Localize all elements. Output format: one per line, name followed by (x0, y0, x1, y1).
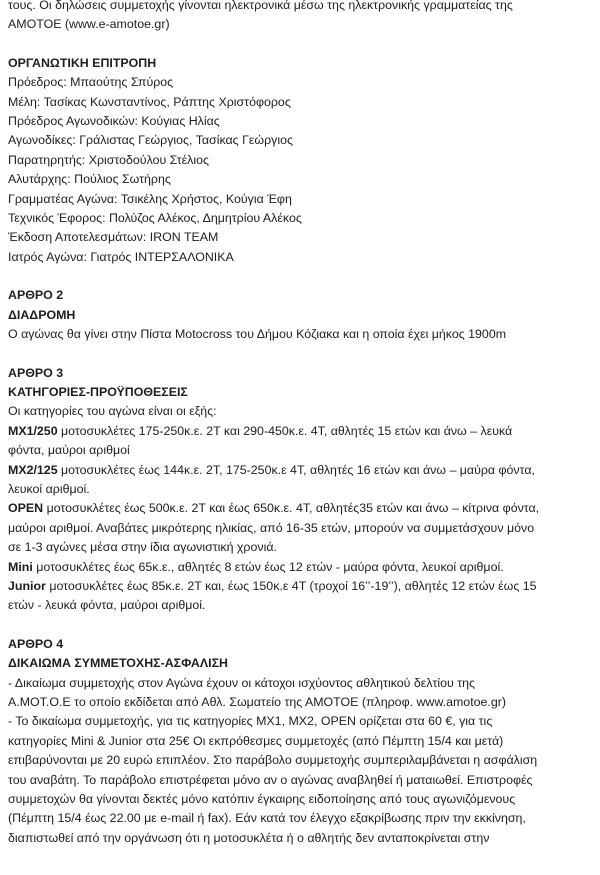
category-label: MX2/125 (8, 462, 58, 477)
article-line: - Δικαίωμα συμμετοχής στον Αγώνα έχουν οι κάτοχοι ισχύοντος αθλητικού δελτίου της (8, 675, 475, 690)
category-mx1 (8, 422, 586, 441)
article-number: ΑΡΘΡΟ 4 (8, 636, 64, 651)
article-2 (8, 286, 586, 344)
category-text: ετών - λευκά φόντα, μαύροι αριθμοί. (8, 598, 206, 613)
category-label: OPEN (8, 501, 44, 516)
committee-line: Παρατηρητής: Χριστοδούλου Στέλιος (8, 152, 209, 167)
committee-title: ΟΡΓΑΝΩΤΙΚΗ ΕΠΙΤΡΟΠΗ (8, 55, 157, 70)
article-title: ΚΑΤΗΓΟΡΙΕΣ-ΠΡΟΫΠΟΘΕΣΕΙΣ (8, 384, 188, 399)
category-text: μαύροι αριθμοί. Αναβάτες μικρότερης ηλικίας, από 16-35 ετών, μπορούν να συμμετάσχουν μόνο (8, 520, 535, 535)
category-mx2 (8, 461, 586, 480)
intro-section (8, 0, 586, 35)
category-mini (8, 558, 586, 577)
article-text: Ο αγώνας θα γίνει στην Πίστα Motocross του Δήμου Κόζιακα και η οποία έχει μήκος 1900m (8, 327, 507, 342)
article-title: ΔΙΚΑΙΩΜΑ ΣΥΜΜΕΤΟΧΗΣ-ΑΣΦΑΛΙΣΗ (8, 656, 228, 671)
article-intro: Οι κατηγορίες του αγώνα είναι οι εξής: (8, 404, 217, 419)
committee-line: Πρόεδρος: Μπαούτης Σπύρος (8, 75, 174, 90)
category-label: Junior (8, 578, 46, 593)
intro-line: τους. Οι δηλώσεις συμμετοχής γίνονται ηλεκτρονικά μέσω της ηλεκτρονικής γραμματείας της (8, 0, 513, 12)
committee-line: Γραμματέας Αγώνα: Τσικέλης Χρήστος, Κούγια Έφη (8, 191, 292, 206)
committee-line: Πρόεδρος Αγωνοδικών: Κούγιας Ηλίας (8, 114, 220, 129)
article-line: του αναβάτη. Το παράβολο επιστρέφεται μόνο αν ο αγώνας αναβληθεί ή ματαιωθεί. Επιστροφές (8, 772, 533, 787)
category-label: Mini (8, 559, 33, 574)
category-text: μοτοσυκλέτες έως 500κ.ε. 2Τ και έως 650κ.ε. 4Τ, αθλητές35 ετών και άνω – κίτρινα φόντα, (43, 501, 540, 516)
committee-line: Ιατρός Αγώνα: Γιατρός ΙΝΤΕΡΣΑΛΟΝΙΚΑ (8, 249, 234, 264)
article-3 (8, 364, 586, 616)
committee-line: Έκδοση Αποτελεσμάτων: IRON TEAM (8, 230, 219, 245)
committee-line: Αγωνοδίκες: Γράλιστας Γεώργιος, Τασίκας Γεώργιος (8, 133, 293, 148)
article-title: ΔΙΑΔΡΟΜΗ (8, 307, 76, 322)
category-text: μοτοσυκλέτες έως 85κ.ε. 2Τ και, έως 150κ.ε 4Τ (τροχοί 16’’-19’’), αθλητές 12 ετών έως 15 (45, 578, 537, 593)
article-4 (8, 635, 586, 848)
article-line: επιβαρύνονται με 20 ευρώ επιπλέον. Στο παράβολο συμμετοχής συμπεριλαμβάνεται η ασφάλιση (8, 753, 538, 768)
category-text: μοτοσυκλέτες έως 65κ.ε., αθλητές 8 ετών έως 12 ετών - μαύρα φόντα, λευκοί αριθμοί. (32, 559, 504, 574)
category-text: λευκοί αριθμοί. (8, 481, 90, 496)
article-line: - Το δικαίωμα συμμετοχής, για τις κατηγορίες MX1, MX2, OPEN ορίζεται στα 60 €, για τις (8, 714, 493, 729)
category-open (8, 499, 586, 518)
organizing-committee (8, 54, 586, 267)
category-text: μοτοσυκλέτες έως 144κ.ε. 2Τ, 175-250κ.ε 4Τ, αθλητές 16 ετών και άνω – μαύρα φόντα, (57, 462, 535, 477)
article-line: συμμετοχών θα γίνονται δεκτές μόνο κατόπιν έγκαιρης ειδοποίησης από τους αγωνιζόμενους (8, 792, 516, 807)
article-line: Α.ΜΟΤ.Ο.Ε το οποίο εκδίδεται από Αθλ. Σωματείο της ΑΜΟΤΟΕ (πληροφ. www.amotoe.gr) (8, 695, 507, 709)
article-line: (Πέμπτη 15/4 έως 22.00 με e-mail ή fax). Εάν κατά τον έλεγχο εξακρίβωσης πριν την εκκίνηση, (8, 811, 526, 826)
article-number: ΑΡΘΡΟ 2 (8, 288, 64, 303)
intro-line: ΑΜΟΤΟΕ (www.e-amotoe.gr) (8, 17, 170, 32)
article-number: ΑΡΘΡΟ 3 (8, 365, 64, 380)
committee-line: Τεχνικός Έφορος: Πολύζος Αλέκος, Δημητρίου Αλέκος (8, 211, 302, 226)
category-label: MX1/250 (8, 423, 58, 438)
category-junior (8, 577, 586, 596)
committee-line: Αλυτάρχης: Πούλιος Σωτήρης (8, 172, 171, 187)
category-text: μοτοσυκλέτες 175-250κ.ε. 2Τ και 290-450κ.ε. 4Τ, αθλητές 15 ετών και άνω – λευκά (57, 423, 513, 438)
committee-line: Μέλη: Τασίκας Κωνσταντίνος, Ράπτης Χριστόφορος (8, 94, 291, 109)
article-line: διαπιστωθεί από την οργάνωση ότι η μοτοσυκλέτα ή ο αθλητής δεν ανταποκρίνεται στην (8, 830, 490, 845)
category-text: σε 1-3 αγώνες μέσα στην ίδια αγωνιστική χρονιά. (8, 540, 277, 555)
article-line: κατηγορίες Mini & Junior στα 25€ Οι εκπρόθεσμες συμμετοχές (από Πέμπτη 15/4 και μετά) (8, 733, 504, 748)
category-text: φόντα, μαύροι αριθμοί (8, 443, 130, 458)
